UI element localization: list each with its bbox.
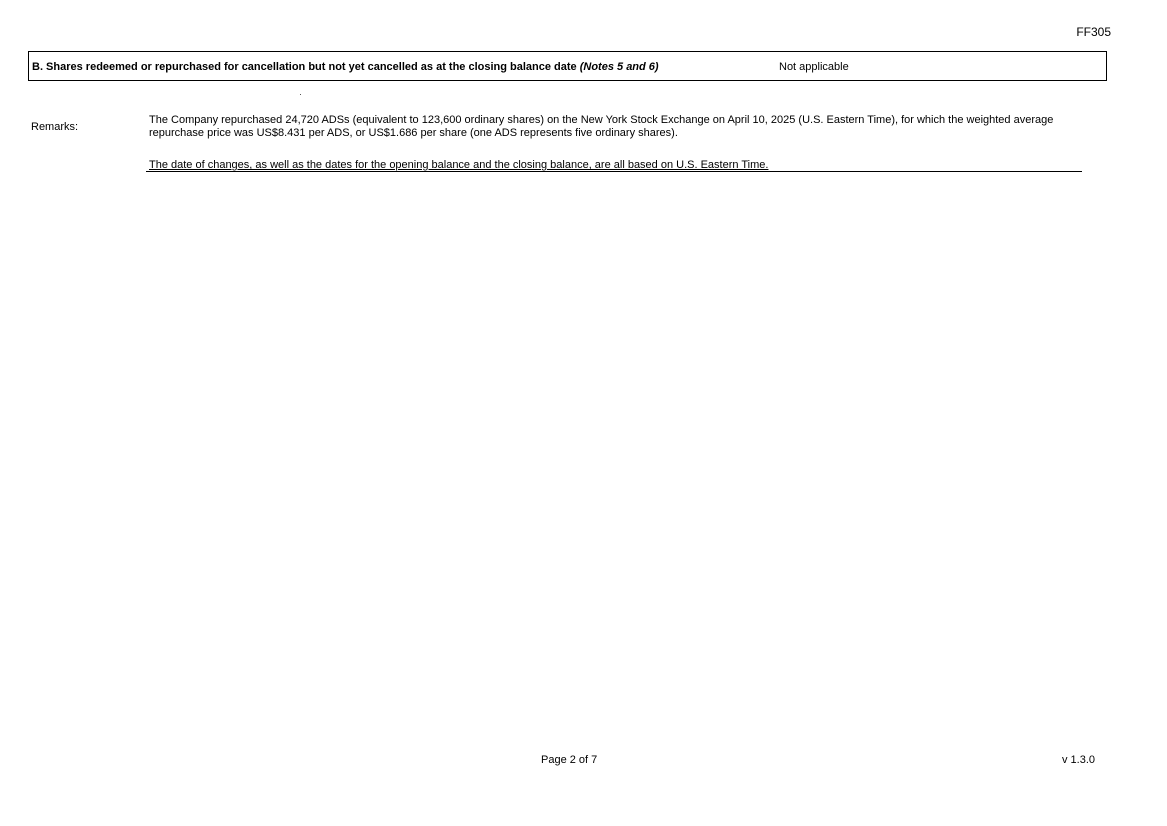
remarks-label: Remarks: xyxy=(31,121,79,133)
remarks-note: The date of changes, as well as the dates for the opening balance and the closing balance, are all based on U.S. Eastern Time. xyxy=(146,159,1082,172)
section-b-notes: (Notes 5 and 6) xyxy=(579,61,659,73)
section-b-title-text: B. Shares redeemed or repurchased for cancellation but not yet cancelled as at the closing balance date xyxy=(32,61,577,73)
form-code: FF305 xyxy=(1076,25,1111,39)
section-b-box xyxy=(28,51,1107,81)
page-number: Page 2 of 7 xyxy=(541,754,598,766)
section-b-title xyxy=(32,61,659,73)
stray-dot xyxy=(300,94,301,95)
version-label: v 1.3.0 xyxy=(1061,754,1095,766)
remarks-paragraph: The Company repurchased 24,720 ADSs (equivalent to 123,600 ordinary shares) on the New York Stock Exchange on April 10, 2025 (U.S. Eastern Time), for which the weighted average repurchase price was US$8.431 per ADS, or US$1.686 per share (one ADS represents five ordinary shares). xyxy=(149,114,1054,139)
section-b-value: Not applicable xyxy=(779,61,849,73)
